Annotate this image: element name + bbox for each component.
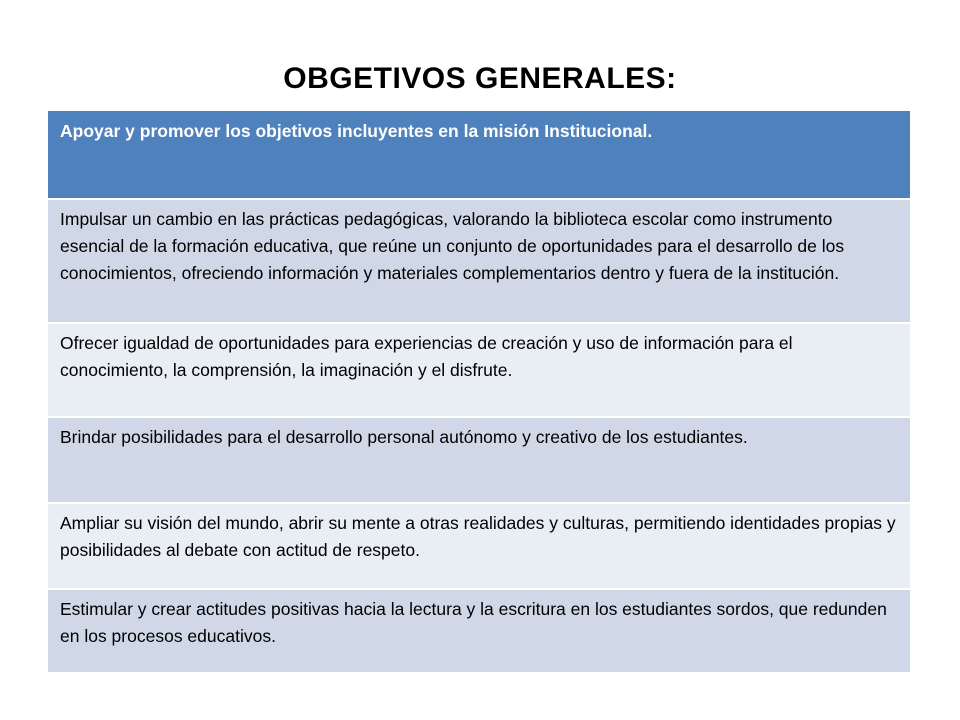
objective-cell-1: Impulsar un cambio en las prácticas pedagógicas, valorando la biblioteca escolar como instrumento esencial de la formación educativa, que reúne un conjunto de oportunidades para el desarrollo de los conocimientos, ofreciendo información y materiales complementarios dentro y fuera de la institución. xyxy=(48,199,910,323)
table-row xyxy=(48,589,910,672)
objective-cell-4: Ampliar su visión del mundo, abrir su mente a otras realidades y culturas, permitiendo identidades propias y posibilidades al debate con actitud de respeto. xyxy=(48,503,910,589)
objective-cell-5: Estimular y crear actitudes positivas hacia la lectura y la escritura en los estudiantes sordos, que redunden en los procesos educativos. xyxy=(48,589,910,672)
table-row xyxy=(48,199,910,323)
table-row xyxy=(48,417,910,503)
objective-cell-2: Ofrecer igualdad de oportunidades para experiencias de creación y uso de información para el conocimiento, la comprensión, la imaginación y el disfrute. xyxy=(48,323,910,417)
slide-title: OBGETIVOS GENERALES: xyxy=(283,62,677,96)
objective-cell-3: Brindar posibilidades para el desarrollo personal autónomo y creativo de los estudiantes. xyxy=(48,417,910,503)
table-header-row xyxy=(48,111,910,199)
objectives-table xyxy=(48,111,910,672)
table-row xyxy=(48,323,910,417)
table-header-cell: Apoyar y promover los objetivos incluyentes en la misión Institucional. xyxy=(48,111,910,199)
table-row xyxy=(48,503,910,589)
